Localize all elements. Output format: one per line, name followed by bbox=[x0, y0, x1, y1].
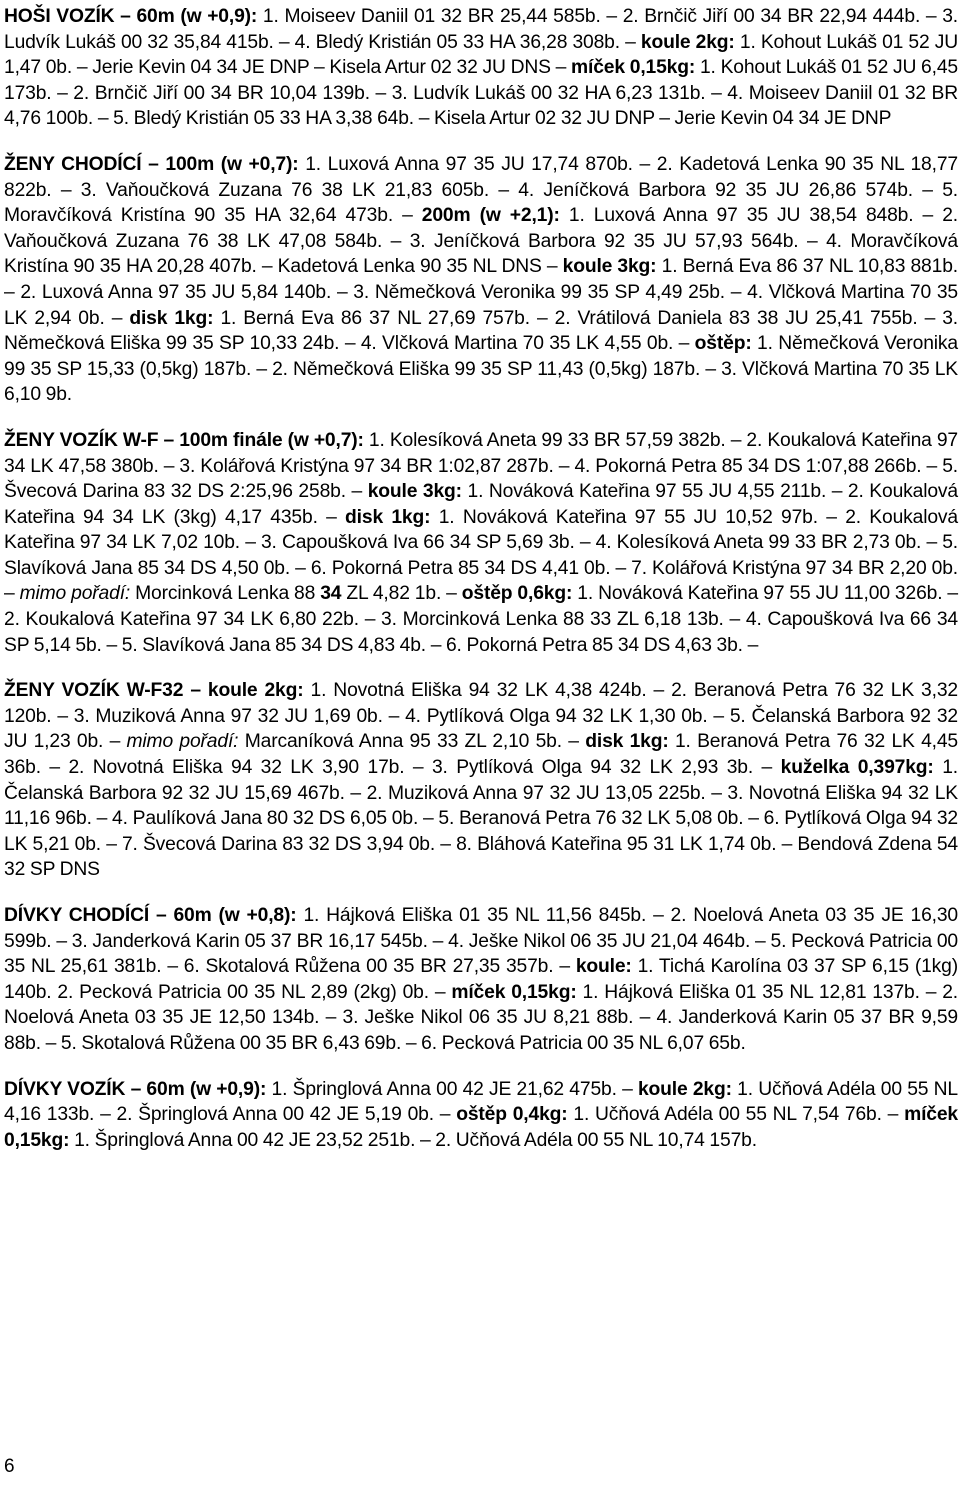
results-heading: 34 bbox=[320, 583, 342, 605]
results-text: Morcinková Lenka 88 bbox=[130, 583, 321, 605]
results-paragraph-divky-vozik bbox=[4, 1077, 958, 1154]
results-note: mimo pořadí: bbox=[19, 583, 131, 605]
results-text: 1. Hájková Eliška 01 35 NL 12,81 137b. – 2. Noelová Aneta 03 35 JE 12,50 134b. – 3. Ješke Nikol 06 35 JU 8,21 88b. – 4. Janderková Karin 05 37 BR 9,59 88b. – 5. Skotalová Růžena 00 35 BR 6,43 69b. – 6. Pecková Patricia 00 35 NL 6,07 65b. bbox=[4, 981, 959, 1054]
results-text: 1. Luxová Anna 97 35 JU 38,54 848b. – 2. Vaňoučková Zuzana 76 38 LK 47,08 584b. – 3. Jeníčková Barbora 92 35 JU 57,93 564b. – 4. Moravčíková Kristína 90 35 HA 20,28 407b. – Kadetová Lenka 90 35 NL DNS – bbox=[4, 205, 958, 278]
results-heading: ŽENY CHODÍCÍ – 100m (w +0,7): bbox=[4, 153, 299, 175]
results-text: 1. Kolesíková Aneta 99 33 BR 57,59 382b. – 2. Koukalová Kateřina 97 34 LK 47,58 380b. – 3. Kolářová Kristýna 97 34 BR 1:02,87 287b. – 4. Pokorná Petra 85 34 DS 1:07,88 266b. – 5. Švecová Darina 83 32 DS 2:25,96 258b. – bbox=[4, 429, 958, 503]
results-heading: koule 2kg: bbox=[640, 31, 735, 53]
results-text: 1. Učňová Adéla 00 55 NL 7,54 76b. – bbox=[567, 1104, 905, 1126]
results-heading: oštěp 0,4kg: bbox=[456, 1104, 568, 1126]
results-text: 1. Kohout Lukáš 01 52 JU 6,45 173b. – 2. Brnčič Jiří 00 34 BR 10,04 139b. – 3. Ludvík Lukáš 00 32 HA 6,23 131b. – 4. Moiseev Daniil 01 32 BR 4,76 100b. – 5. Bledý Kristián 05 33 HA 3,38 64b. – Kisela Artur 02 32 JU DNP – Jerie Kevin 04 34 JE DNP bbox=[4, 57, 958, 130]
results-text: 1. Nováková Kateřina 97 55 JU 11,00 326b. – 2. Koukalová Kateřina 97 34 LK 6,80 22b. – 3. Morcinková Lenka 88 33 ZL 6,18 13b. – 4. Capoušková Iva 66 34 SP 5,14 5b. – 5. Slavíková Jana 85 34 DS 4,83 4b. – 6. Pokorná Petra 85 34 DS 4,63 3b. – bbox=[4, 583, 959, 656]
results-text: 1. Čelanská Barbora 92 32 JU 15,69 467b. – 2. Muziková Anna 97 32 JU 13,05 225b. – 3. Novotná Eliška 94 32 LK 11,16 96b. – 4. Paulíková Jana 80 32 DS 6,05 0b. – 5. Beranová Petra 76 32 LK 5,08 0b. – 6. Pytlíková Olga 94 32 LK 5,21 0b. – 7. Švecová Darina 83 32 DS 3,94 0b. – 8. Bláhová Kateřina 95 31 LK 1,74 0b. – Bendová Zdena 54 32 SP DNS bbox=[4, 757, 958, 881]
results-heading: disk 1kg: bbox=[345, 506, 431, 528]
results-text: 1. Učňová Adéla 00 55 NL 4,16 133b. – 2. Špringlová Anna 00 42 JE 5,19 0b. – bbox=[4, 1078, 958, 1126]
results-text: Marcaníková Anna 95 33 ZL 2,10 5b. – bbox=[238, 731, 586, 753]
results-heading: HOŠI VOZÍK – 60m (w +0,9): bbox=[4, 6, 258, 27]
results-document bbox=[4, 4, 958, 1153]
results-text: 1. Špringlová Anna 00 42 JE 21,62 475b. – bbox=[266, 1078, 638, 1100]
results-paragraph-hosi-vozik bbox=[4, 4, 958, 132]
results-heading: disk 1kg: bbox=[585, 731, 669, 753]
results-text: 1. Tichá Karolína 03 37 SP 6,15 (1kg) 140b. 2. Pecková Patricia 00 35 NL 2,89 (2kg) 0b. – bbox=[4, 956, 959, 1003]
results-heading: kuželka 0,397kg: bbox=[780, 757, 934, 779]
results-text: 1. Nováková Kateřina 97 55 JU 4,55 211b. – 2. Koukalová Kateřina 94 34 LK (3kg) 4,17 435b. – bbox=[4, 481, 958, 528]
results-heading: koule 2kg: bbox=[637, 1078, 732, 1100]
results-heading: DÍVKY VOZÍK – 60m (w +0,9): bbox=[4, 1078, 267, 1100]
results-text: 1. Špringlová Anna 00 42 JE 23,52 251b. – 2. Učňová Adéla 00 55 NL 10,74 157b. bbox=[69, 1129, 757, 1151]
results-text: 1. Nováková Kateřina 97 55 JU 10,52 97b. – 2. Koukalová Kateřina 97 34 LK 7,02 10b. – 3. Capoušková Iva 66 34 SP 5,69 3b. – 4. Kolesíková Aneta 99 33 BR 2,73 0b. – 5. Slavíková Jana 85 34 DS 4,50 0b. – 6. Pokorná Petra 85 34 DS 4,41 0b. – 7. Kolářová Kristýna 97 34 BR 2,20 0b. – bbox=[4, 506, 958, 605]
results-heading: míček 0,15kg: bbox=[571, 57, 696, 79]
results-text: 1. Novotná Eliška 94 32 LK 4,38 424b. – 2. Beranová Petra 76 32 LK 3,32 120b. – 3. Muziková Anna 97 32 JU 1,69 0b. – 4. Pytlíková Olga 94 32 LK 1,30 0b. – 5. Čelanská Barbora 92 32 JU 1,23 0b. – bbox=[4, 680, 958, 753]
results-heading: 200m (w +2,1): bbox=[421, 205, 560, 227]
results-paragraphs bbox=[4, 4, 958, 1153]
results-heading: oštěp 0,6kg: bbox=[461, 583, 573, 605]
results-heading: koule 3kg: bbox=[562, 256, 657, 278]
results-heading: ŽENY VOZÍK W-F32 – koule 2kg: bbox=[4, 680, 304, 702]
results-text: ZL 4,82 1b. – bbox=[341, 583, 462, 605]
results-heading: disk 1kg: bbox=[129, 307, 214, 329]
page-number: 6 bbox=[4, 1456, 15, 1477]
results-heading: míček 0,15kg: bbox=[4, 1104, 958, 1151]
results-text: 1. Němečková Veronika 99 35 SP 15,33 (0,5kg) 187b. – 2. Němečková Eliška 99 35 SP 11,43 (0,5kg) 187b. – 3. Vlčková Martina 70 35 LK 6,10 9b. bbox=[4, 333, 958, 406]
results-heading: koule: bbox=[575, 956, 632, 978]
results-heading: DÍVKY CHODÍCÍ – 60m (w +0,8): bbox=[4, 905, 297, 926]
results-paragraph-divky-chodici bbox=[4, 903, 958, 1057]
results-heading: ŽENY VOZÍK W-F – 100m finále (w +0,7): bbox=[4, 429, 364, 451]
results-text: 1. Berná Eva 86 37 NL 27,69 757b. – 2. Vrátilová Daniela 83 38 JU 25,41 755b. – 3. Němečková Eliška 99 35 SP 10,33 24b. – 4. Vlčková Martina 70 35 LK 4,55 0b. – bbox=[4, 307, 959, 355]
results-text: 1. Moiseev Daniil 01 32 BR 25,44 585b. – 2. Brnčič Jiří 00 34 BR 22,94 444b. – 3. Ludvík Lukáš 00 32 35,84 415b. – 4. Bledý Kristián 05 33 HA 36,28 308b. – bbox=[4, 6, 958, 53]
results-heading: koule 3kg: bbox=[367, 481, 462, 503]
results-text: 1. Kohout Lukáš 01 52 JU 1,47 0b. – Jerie Kevin 04 34 JE DNP – Kisela Artur 02 32 JU DNS – bbox=[4, 31, 958, 79]
results-paragraph-zeny-chodici bbox=[4, 152, 958, 408]
results-text: 1. Beranová Petra 76 32 LK 4,45 36b. – 2. Novotná Eliška 94 32 LK 3,90 17b. – 3. Pytlíková Olga 94 32 LK 2,93 3b. – bbox=[4, 731, 958, 779]
results-paragraph-zeny-vozik-wf bbox=[4, 428, 958, 658]
results-heading: oštěp: bbox=[694, 333, 752, 355]
results-text: 1. Hájková Eliška 01 35 NL 11,56 845b. – 2. Noelová Aneta 03 35 JE 16,30 599b. – 3. Janderková Karin 05 37 BR 16,17 545b. – 4. Ješke Nikol 06 35 JU 21,04 464b. – 5. Pecková Patricia 00 35 NL 25,61 381b. – 6. Skotalová Růžena 00 35 BR 27,35 357b. – bbox=[4, 905, 959, 978]
results-text: 1. Luxová Anna 97 35 JU 17,74 870b. – 2. Kadetová Lenka 90 35 NL 18,77 822b. – 3. Vaňoučková Zuzana 76 38 LK 21,83 605b. – 4. Jeníčková Barbora 92 35 JU 26,86 574b. – 5. Moravčíková Kristína 90 35 HA 32,64 473b. – bbox=[4, 153, 958, 227]
results-heading: míček 0,15kg: bbox=[451, 981, 577, 1003]
results-text: 1. Berná Eva 86 37 NL 10,83 881b. – 2. Luxová Anna 97 35 JU 5,84 140b. – 3. Němečková Veronika 99 35 SP 4,49 25b. – 4. Vlčková Martina 70 35 LK 2,94 0b. – bbox=[4, 256, 958, 329]
results-paragraph-zeny-vozik-wf32 bbox=[4, 678, 958, 883]
results-note: mimo pořadí: bbox=[126, 731, 239, 753]
